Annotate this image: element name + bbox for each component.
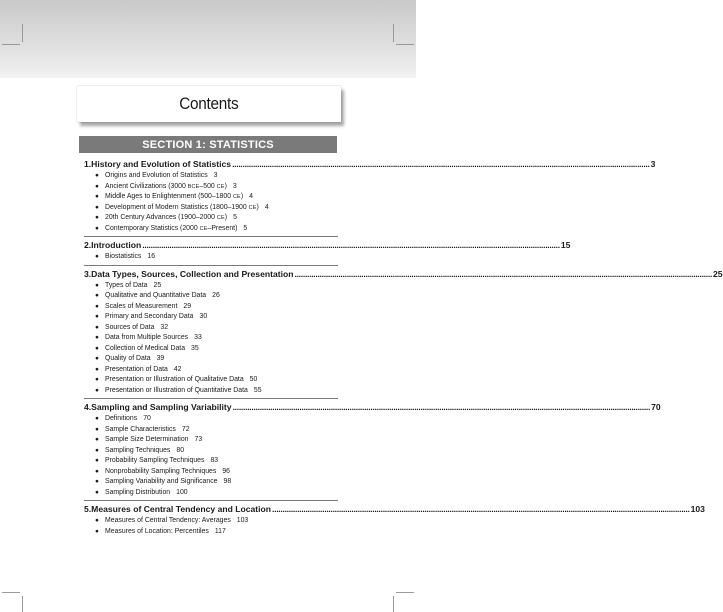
chapter-number: 5. bbox=[84, 504, 92, 514]
chapter-entry bbox=[84, 158, 656, 234]
dot-leader: ........................................................................................................................................................................................................ bbox=[142, 240, 560, 250]
subtopic-title: Middle Ages to Enlightenment (500–1800 CE) bbox=[105, 193, 244, 200]
crop-mark bbox=[2, 44, 20, 45]
subtopic-title: Data from Multiple Sources bbox=[105, 334, 189, 341]
subtopic-page: 50 bbox=[249, 376, 258, 383]
subtopic-list bbox=[84, 171, 338, 234]
subtopic-title: Probability Sampling Techniques bbox=[105, 457, 205, 464]
subtopic-page: 42 bbox=[173, 365, 182, 373]
list-item bbox=[95, 323, 338, 334]
chapter-title: Introduction bbox=[91, 240, 142, 250]
chapter-number: 2. bbox=[84, 240, 92, 250]
bullet-icon: ● bbox=[95, 281, 99, 289]
subtopic-title: Presentation or Illustration of Qualitative Data bbox=[105, 376, 244, 383]
subtopic-title: Presentation or Illustration of Quantitative Data bbox=[105, 386, 248, 394]
subtopic-title: Qualitative and Quantitative Data bbox=[105, 292, 207, 299]
bullet-icon: ● bbox=[95, 488, 99, 496]
chapter-entry bbox=[84, 401, 661, 498]
bullet-icon: ● bbox=[95, 436, 99, 443]
chapter-page: 3 bbox=[650, 159, 656, 169]
chapter-heading bbox=[84, 239, 571, 252]
bullet-icon: ● bbox=[95, 415, 99, 422]
subtopic-title: Sampling Techniques bbox=[105, 446, 171, 454]
subtopic-title: Sample Characteristics bbox=[105, 425, 176, 433]
bullet-icon: ● bbox=[95, 517, 99, 524]
dot-leader: ........................................................................................................................................................................................................ bbox=[232, 159, 650, 169]
subtopic-title: Development of Modern Statistics (1800–1900 CE) bbox=[105, 203, 259, 211]
bullet-icon: ● bbox=[95, 313, 99, 320]
chapter-number: 1. bbox=[84, 159, 92, 169]
crop-mark bbox=[2, 592, 20, 593]
subtopic-page: 5 bbox=[243, 224, 248, 232]
subtopic-page: 5 bbox=[233, 214, 237, 221]
subtopic-title: Sampling Distribution bbox=[105, 488, 171, 496]
chapter-heading bbox=[84, 268, 723, 281]
crop-mark bbox=[22, 596, 23, 612]
chapter-title: History and Evolution of Statistics bbox=[91, 159, 232, 169]
bullet-icon: ● bbox=[95, 446, 99, 454]
subtopic-page: 55 bbox=[253, 386, 262, 394]
bullet-icon: ● bbox=[95, 323, 99, 331]
chapter-title: Sampling and Sampling Variability bbox=[91, 402, 232, 412]
subtopic-list bbox=[84, 516, 338, 537]
chapter-number: 3. bbox=[84, 268, 92, 279]
subtopic-page: 80 bbox=[176, 446, 185, 454]
table-of-contents bbox=[84, 158, 723, 537]
list-item bbox=[95, 365, 338, 376]
list-item bbox=[95, 354, 338, 365]
subtopic-page: 4 bbox=[249, 193, 253, 200]
subtopic-page: 33 bbox=[194, 334, 202, 341]
header-band bbox=[0, 0, 416, 78]
contents-title-box bbox=[77, 86, 341, 122]
bullet-icon: ● bbox=[95, 193, 99, 200]
list-item bbox=[95, 312, 338, 323]
bullet-icon: ● bbox=[95, 292, 99, 299]
bullet-icon: ● bbox=[95, 355, 99, 362]
subtopic-title: Biostatistics bbox=[105, 253, 142, 260]
bullet-icon: ● bbox=[95, 467, 99, 475]
subtopic-title: Contemporary Statistics (2000 CE–Present) bbox=[105, 224, 238, 232]
subtopic-page: 35 bbox=[191, 344, 199, 352]
subtopic-title: Collection of Medical Data bbox=[105, 344, 186, 352]
list-item bbox=[95, 456, 338, 467]
subtopic-title: Presentation of Data bbox=[105, 365, 168, 373]
subtopic-list bbox=[84, 281, 338, 397]
bullet-icon: ● bbox=[95, 203, 99, 211]
list-item bbox=[95, 213, 338, 224]
list-item bbox=[95, 435, 338, 446]
list-item bbox=[95, 252, 338, 263]
list-item bbox=[95, 375, 338, 386]
section-heading-bar bbox=[79, 136, 337, 153]
subtopic-page: 16 bbox=[147, 253, 156, 260]
subtopic-page: 4 bbox=[264, 203, 269, 211]
bullet-icon: ● bbox=[95, 334, 99, 341]
chapter-heading bbox=[84, 503, 705, 516]
list-item bbox=[95, 291, 338, 302]
crop-mark bbox=[396, 44, 414, 45]
chapter-entry bbox=[84, 503, 705, 537]
subtopic-title: Ancient Civilizations (3000 BCE–500 CE) bbox=[105, 182, 227, 190]
list-item bbox=[95, 344, 338, 355]
subtopic-title: Quality of Data bbox=[105, 355, 151, 362]
subtopic-title: Definitions bbox=[105, 415, 138, 422]
subtopic-page: 98 bbox=[223, 478, 232, 485]
subtopic-page: 26 bbox=[212, 292, 220, 299]
subtopic-title: Types of Data bbox=[105, 281, 148, 289]
subtopic-page: 39 bbox=[156, 355, 165, 362]
bullet-icon: ● bbox=[95, 457, 99, 464]
crop-mark bbox=[22, 24, 23, 42]
subtopic-title: Origins and Evolution of Statistics bbox=[105, 172, 208, 179]
bullet-icon: ● bbox=[95, 527, 99, 535]
list-item bbox=[95, 414, 338, 425]
subtopic-title: Sampling Variability and Significance bbox=[105, 478, 218, 485]
section-heading: SECTION 1: STATISTICS bbox=[142, 138, 274, 151]
subtopic-page: 29 bbox=[183, 302, 192, 310]
chapter-page: 25 bbox=[713, 268, 723, 279]
bullet-icon: ● bbox=[95, 365, 99, 373]
chapter-heading bbox=[84, 401, 661, 414]
list-item bbox=[95, 488, 338, 499]
list-item bbox=[95, 333, 338, 344]
list-item bbox=[95, 203, 338, 214]
bullet-icon: ● bbox=[95, 172, 99, 179]
list-item bbox=[95, 192, 338, 203]
subtopic-title: Sources of Data bbox=[105, 323, 155, 331]
subtopic-page: 70 bbox=[143, 415, 151, 422]
list-item bbox=[95, 302, 338, 313]
bullet-icon: ● bbox=[95, 386, 99, 394]
subtopic-page: 25 bbox=[153, 281, 162, 289]
crop-mark bbox=[396, 592, 414, 593]
chapter-number: 4. bbox=[84, 402, 92, 412]
subtopic-title: Measures of Central Tendency: Averages bbox=[105, 517, 231, 524]
list-item bbox=[95, 477, 338, 488]
subtopic-title: 20th Century Advances (1900–2000 CE) bbox=[105, 214, 228, 221]
chapter-page: 15 bbox=[560, 240, 571, 250]
subtopic-list bbox=[84, 414, 338, 498]
list-item bbox=[95, 182, 338, 193]
list-item bbox=[95, 386, 338, 397]
subtopic-page: 83 bbox=[210, 457, 219, 464]
subtopic-title: Measures of Location: Percentiles bbox=[105, 527, 209, 535]
crop-mark bbox=[393, 596, 394, 612]
bullet-icon: ● bbox=[95, 478, 99, 485]
subtopic-page: 30 bbox=[199, 313, 208, 320]
subtopic-title: Scales of Measurement bbox=[105, 302, 178, 310]
dot-leader: ........................................................................................................................................................................................................ bbox=[294, 268, 713, 279]
subtopic-title: Nonprobability Sampling Techniques bbox=[105, 467, 217, 475]
bullet-icon: ● bbox=[95, 302, 99, 310]
chapter-title: Data Types, Sources, Collection and Presentation bbox=[91, 268, 294, 279]
bullet-icon: ● bbox=[95, 214, 99, 221]
list-item bbox=[95, 224, 338, 235]
list-item bbox=[95, 516, 338, 527]
subtopic-page: 3 bbox=[213, 172, 218, 179]
bullet-icon: ● bbox=[95, 253, 99, 260]
subtopic-page: 32 bbox=[160, 323, 169, 331]
bullet-icon: ● bbox=[95, 376, 99, 383]
subtopic-list bbox=[84, 252, 338, 263]
list-item bbox=[95, 171, 338, 182]
subtopic-page: 103 bbox=[236, 517, 249, 524]
dot-leader: ........................................................................................................................................................................................................ bbox=[232, 402, 651, 412]
list-item bbox=[95, 467, 338, 478]
list-item bbox=[95, 281, 338, 292]
list-item bbox=[95, 527, 338, 538]
dot-leader: ........................................................................................................................................................................................................ bbox=[272, 504, 690, 514]
subtopic-page: 96 bbox=[222, 467, 231, 475]
chapter-title: Measures of Central Tendency and Location bbox=[91, 504, 272, 514]
bullet-icon: ● bbox=[95, 344, 99, 352]
subtopic-page: 73 bbox=[194, 436, 203, 443]
chapter-entry bbox=[84, 268, 723, 397]
subtopic-title: Sample Size Determination bbox=[105, 436, 189, 443]
subtopic-page: 3 bbox=[232, 182, 237, 190]
list-item bbox=[95, 425, 338, 436]
bullet-icon: ● bbox=[95, 182, 99, 190]
crop-mark bbox=[393, 24, 394, 42]
bullet-icon: ● bbox=[95, 425, 99, 433]
chapter-entry bbox=[84, 239, 571, 263]
chapter-page: 103 bbox=[690, 504, 705, 514]
subtopic-page: 117 bbox=[214, 527, 226, 535]
chapter-heading bbox=[84, 158, 656, 171]
subtopic-page: 100 bbox=[176, 488, 188, 496]
subtopic-page: 72 bbox=[181, 425, 190, 433]
subtopic-title: Primary and Secondary Data bbox=[105, 313, 194, 320]
list-item bbox=[95, 446, 338, 457]
page-title: Contents bbox=[179, 94, 239, 113]
chapter-page: 70 bbox=[651, 402, 661, 412]
bullet-icon: ● bbox=[95, 224, 99, 232]
